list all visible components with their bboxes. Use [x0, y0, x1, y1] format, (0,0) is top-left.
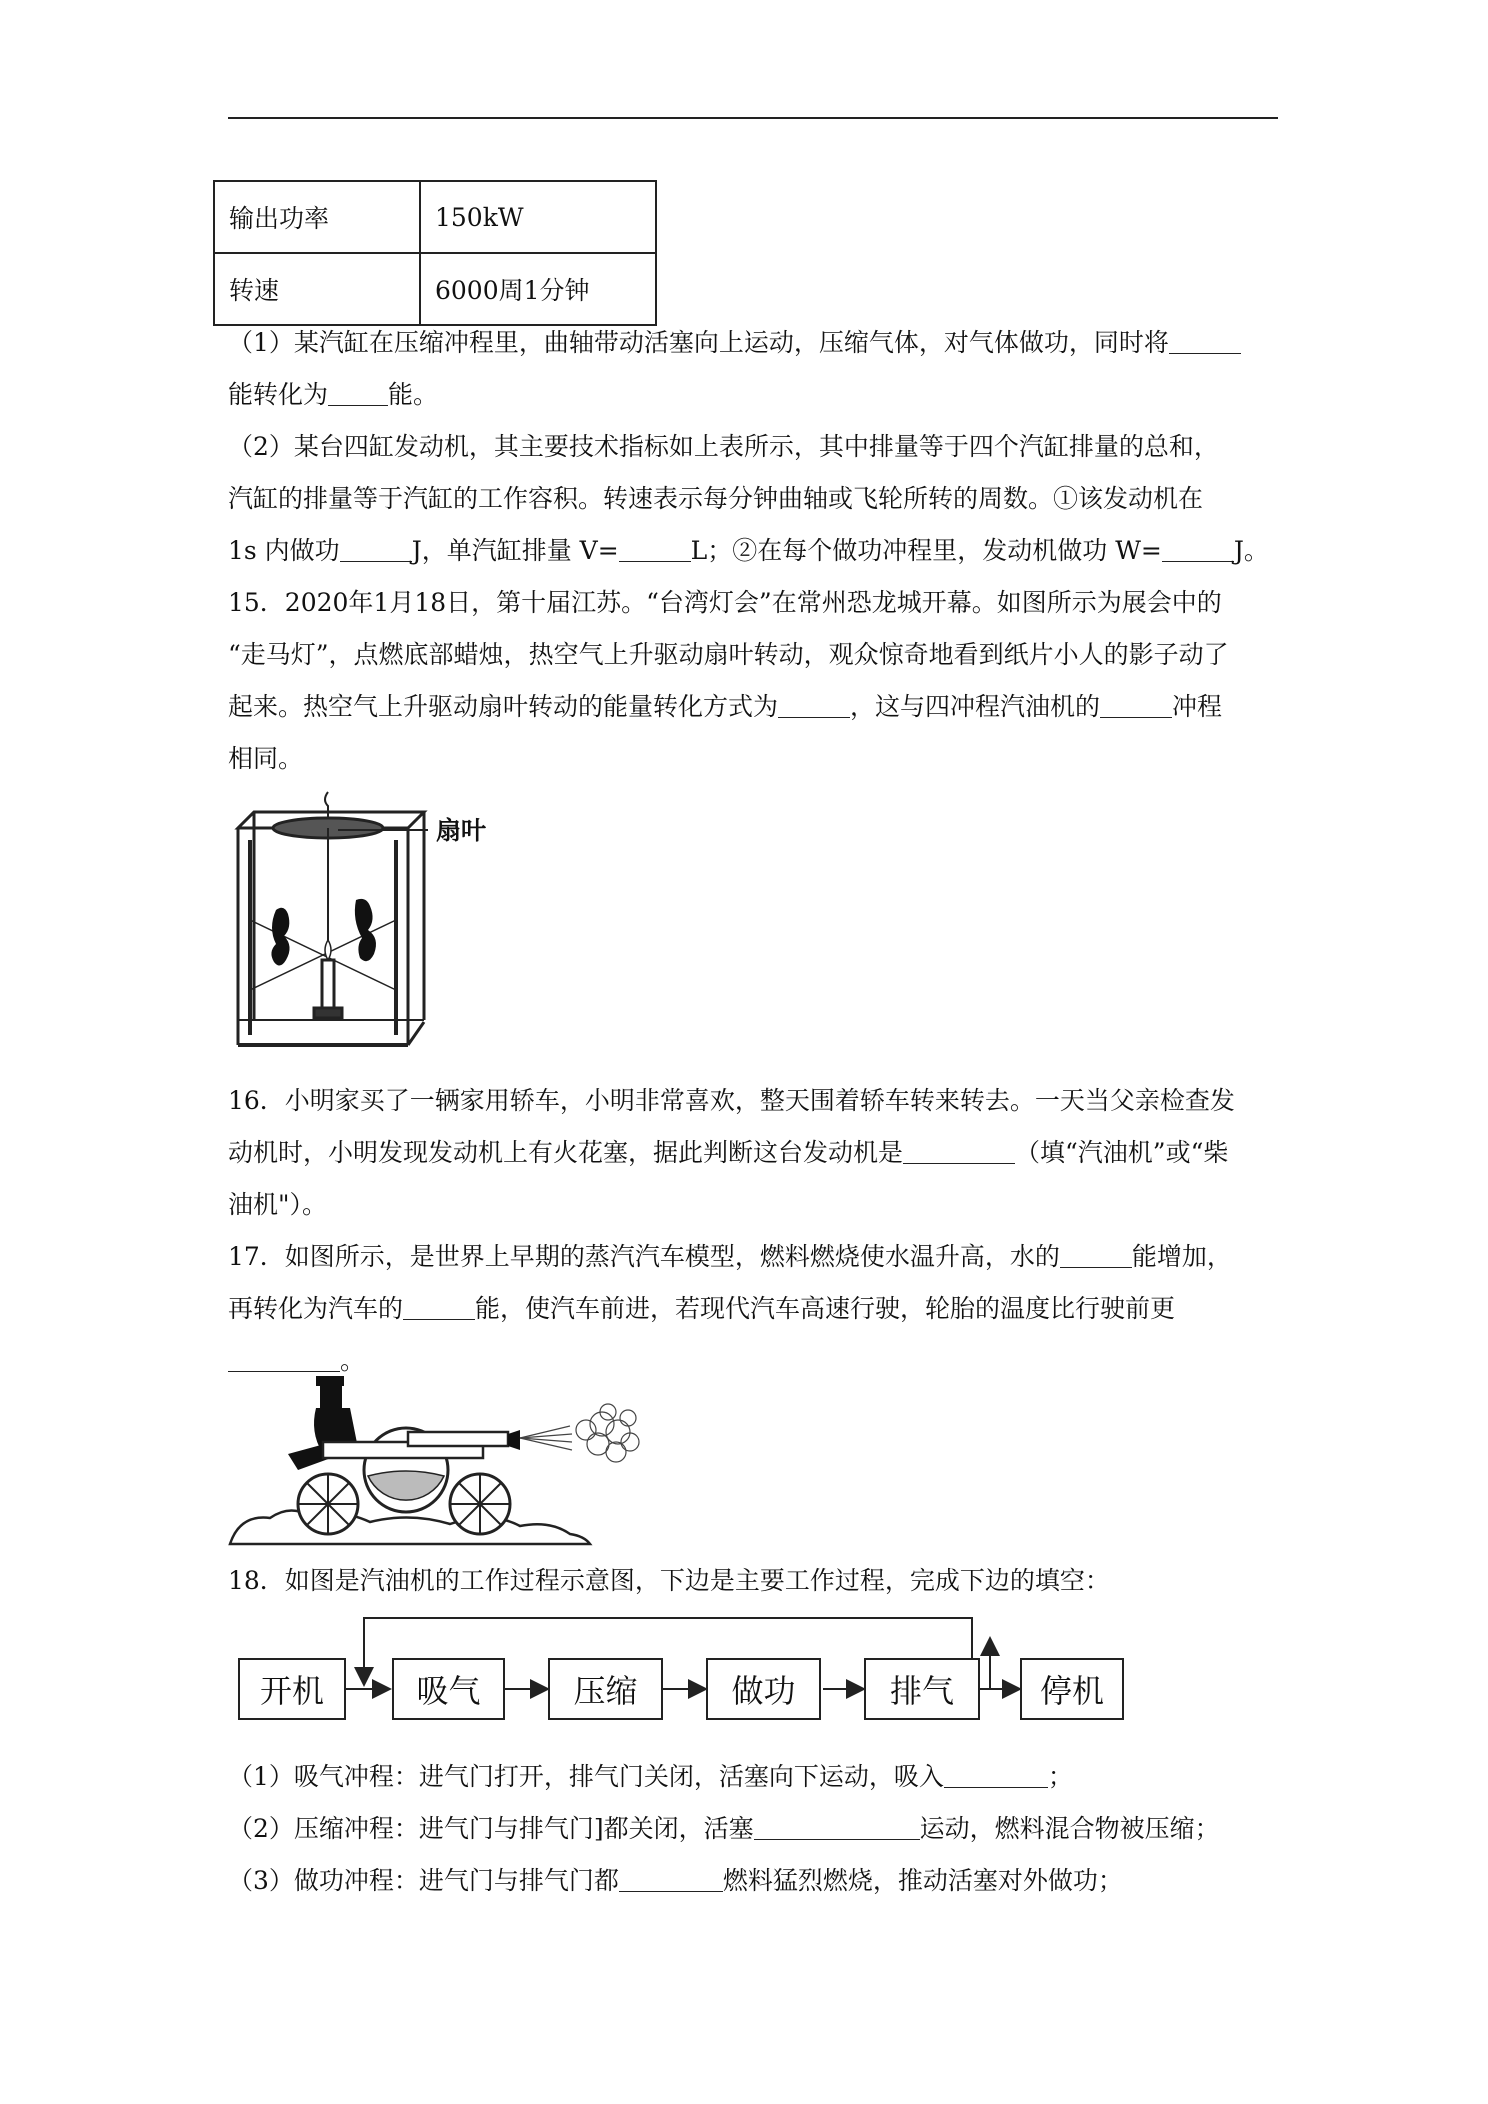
q17-line3: 。 — [228, 1346, 365, 1376]
answer-blank[interactable] — [1060, 1243, 1132, 1268]
q15-line2: “走马灯”，点燃底部蜡烛，热空气上升驱动扇叶转动，观众惊奇地看到纸片小人的影子动了 — [228, 640, 1229, 669]
q17-line2: 再转化为汽车的 能，使汽车前进，若现代汽车高速行驶，轮胎的温度比行驶前更 — [228, 1294, 1176, 1323]
q15-line1: 15．2020年1月18日，第十届江苏。“台湾灯会”在常州恐龙城开幕。如图所示为展会中的 — [228, 588, 1222, 617]
answer-blank[interactable] — [619, 1867, 723, 1892]
header-rule — [228, 117, 1278, 119]
answer-blank[interactable] — [228, 1347, 340, 1372]
q18-part2: （2）压缩冲程：进气门与排气门]都关闭，活塞 运动，燃料混合物被压缩； — [228, 1814, 1220, 1843]
spec-label-power: 输出功率 — [214, 181, 420, 253]
q17-line1: 17．如图所示，是世界上早期的蒸汽汽车模型，燃料燃烧使水温升高，水的 能增加， — [228, 1242, 1232, 1271]
q16-line1: 16．小明家买了一辆家用轿车，小明非常喜欢，整天围着轿车转来转去。一天当父亲检查发 — [228, 1086, 1235, 1115]
answer-blank[interactable] — [778, 693, 850, 718]
flow-arrows — [228, 1610, 1128, 1730]
answer-blank[interactable] — [1100, 693, 1172, 718]
answer-blank[interactable] — [1169, 329, 1241, 354]
engine-spec-table — [213, 180, 657, 326]
q18-part1: （1）吸气冲程：进气门打开，排气门关闭，活塞向下运动，吸入 ； — [228, 1762, 1073, 1791]
q14-part2-line2: 汽缸的排量等于汽缸的工作容积。转速表示每分钟曲轴或飞轮所转的周数。①该发动机在 — [228, 484, 1204, 513]
q18-part3: （3）做功冲程：进气门与排气门都 燃料猛烈燃烧，推动活塞对外做功； — [228, 1866, 1123, 1895]
answer-blank[interactable] — [328, 381, 388, 406]
flow-step-intake: 吸气 — [392, 1658, 505, 1720]
answer-blank[interactable] — [1162, 537, 1234, 562]
flow-step-stop: 停机 — [1020, 1658, 1124, 1720]
q16-line3: 油机"）。 — [228, 1190, 327, 1219]
answer-blank[interactable] — [903, 1139, 1015, 1164]
flow-step-start: 开机 — [238, 1658, 346, 1720]
q14-part2-line3: 1s 内做功 J，单汽缸排量 V= L；②在每个做功冲程里，发动机做功 W= J。 — [228, 536, 1269, 565]
table-row — [214, 253, 656, 325]
spec-value-speed: 6000周1分钟 — [420, 253, 656, 325]
table-row — [214, 181, 656, 253]
answer-blank[interactable] — [403, 1295, 475, 1320]
q15-line4: 相同。 — [228, 744, 304, 773]
answer-blank[interactable] — [944, 1763, 1048, 1788]
spec-value-power: 150kW — [420, 181, 656, 253]
q15-line3: 起来。热空气上升驱动扇叶转动的能量转化方式为 ，这与四冲程汽油机的 冲程 — [228, 692, 1223, 721]
answer-blank[interactable] — [340, 537, 412, 562]
flow-step-exhaust: 排气 — [864, 1658, 980, 1720]
answer-blank[interactable] — [754, 1815, 920, 1840]
q14-part1-line1: （1）某汽缸在压缩冲程里，曲轴带动活塞向上运动，压缩气体，对气体做功，同时将 — [228, 328, 1241, 358]
steam-car-figure — [228, 1372, 648, 1547]
q14-part2-line1: （2）某台四缸发动机，其主要技术指标如上表所示，其中排量等于四个汽缸排量的总和， — [228, 432, 1219, 461]
q16-line2: 动机时，小明发现发动机上有火花塞，据此判断这台发动机是 （填“汽油机”或“柴 — [228, 1138, 1229, 1167]
flow-step-compression: 压缩 — [548, 1658, 663, 1720]
spec-label-speed: 转速 — [214, 253, 420, 325]
q14-part1-line2: 能转化为 能。 — [228, 380, 439, 409]
fan-blade-label: 扇叶 — [436, 816, 487, 845]
answer-blank[interactable] — [619, 537, 691, 562]
flow-step-power: 做功 — [706, 1658, 821, 1720]
q18-intro: 18．如图是汽油机的工作过程示意图，下边是主要工作过程，完成下边的填空： — [228, 1566, 1110, 1595]
